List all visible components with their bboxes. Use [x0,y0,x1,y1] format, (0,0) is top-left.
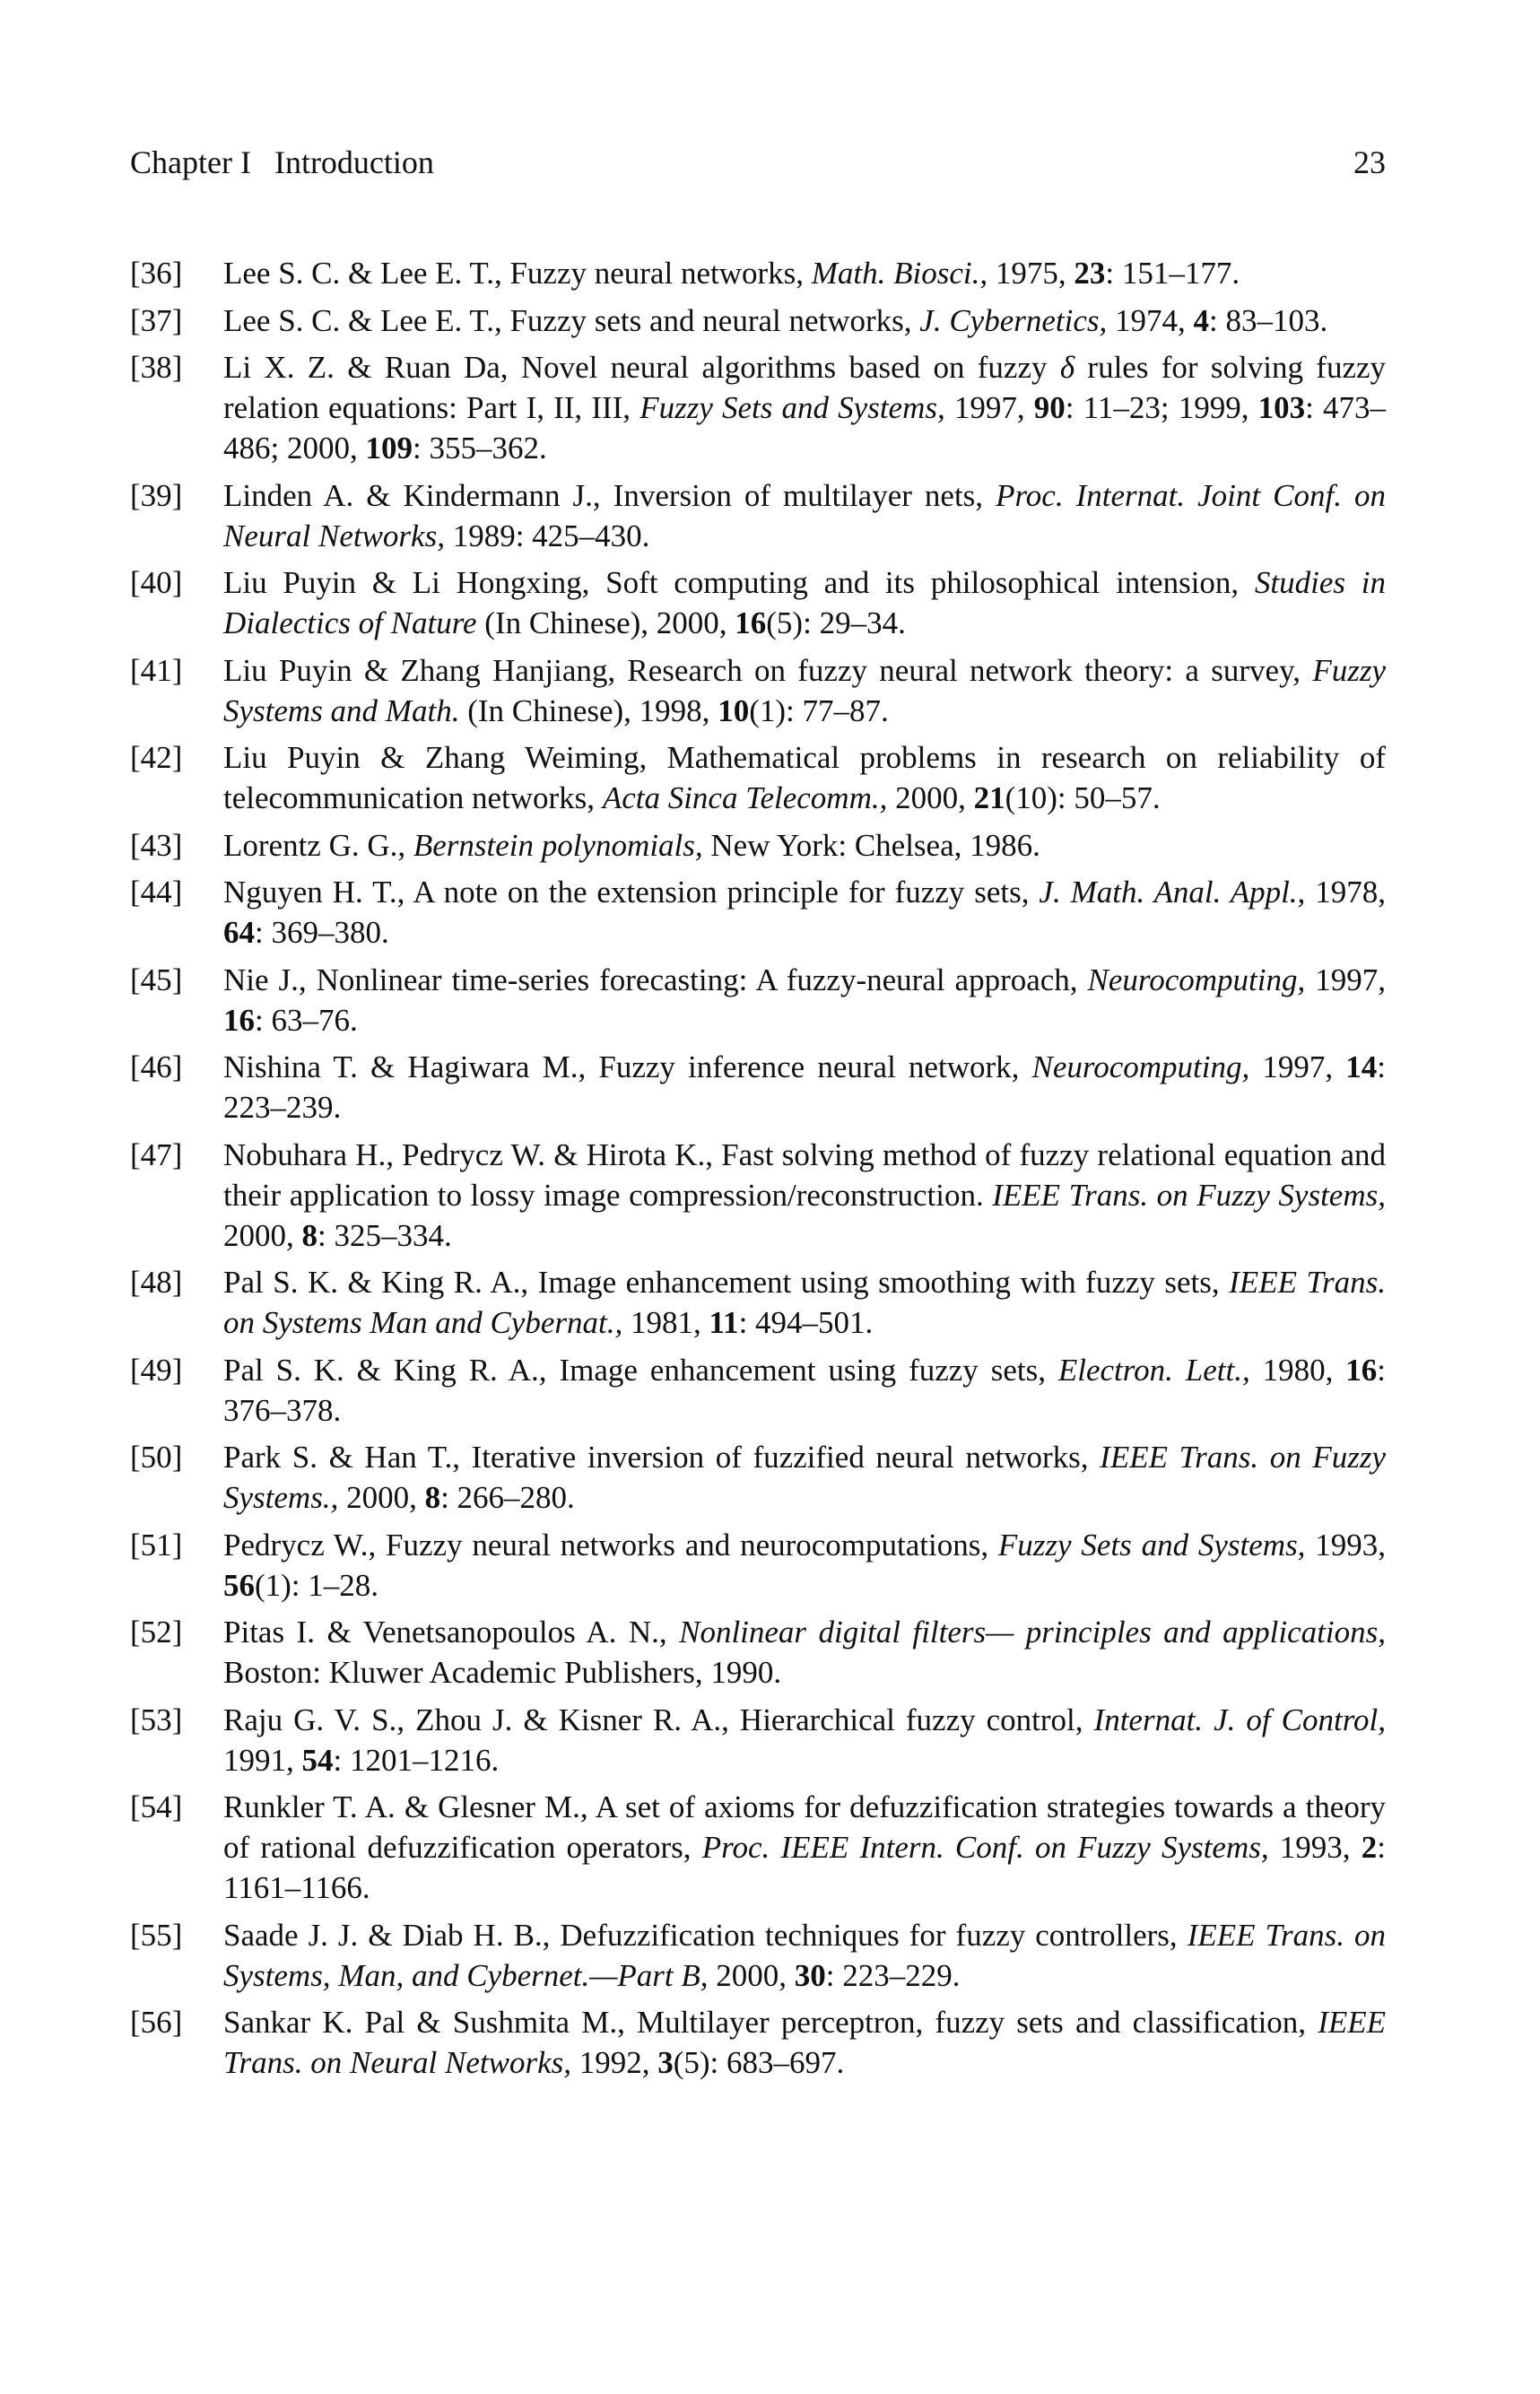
reference-italic-segment: Neurocomputing, [1031,1049,1250,1084]
reference-segment: : 473–486; 2000, [223,390,1386,466]
reference-volume: 3 [657,2045,674,2080]
reference-number: [45] [130,962,183,997]
reference-segment: (10): 50–57. [1005,780,1161,815]
reference-segment: : 376–378. [223,1352,1386,1428]
reference-volume: 64 [223,915,255,950]
reference-segment: : 223–239. [223,1049,1386,1125]
reference-number: [54] [130,1789,183,1824]
reference-segment: Nishina T. & Hagiwara M., Fuzzy inference neural network, [223,1049,1032,1084]
reference-segment: : 325–334. [318,1217,452,1253]
reference-segment: : 369–380. [255,915,389,950]
reference-item [130,650,1386,731]
reference-number: [40] [130,565,183,600]
reference-italic-segment: Studies in Dialectics of Nature [223,565,1386,640]
reference-segment: : 11–23; 1999, [1065,390,1258,425]
reference-segment: : 151–177. [1105,256,1240,291]
reference-volume: 14 [1345,1049,1378,1084]
reference-item [130,960,1386,1040]
reference-number: [43] [130,827,183,863]
reference-segment: 2000, [223,1217,302,1253]
reference-segment: (5): 29–34. [766,605,906,640]
reference-segment: Sankar K. Pal & Sushmita M., Multilayer perceptron, fuzzy sets and classification, [223,2005,1318,2040]
reference-segment: : 1201–1216. [333,1742,500,1778]
reference-text [223,1350,1386,1431]
reference-number: [36] [130,256,183,291]
reference-text [223,253,1386,293]
reference-item [130,1350,1386,1431]
reference-text [223,1047,1386,1127]
reference-volume: 54 [301,1742,334,1778]
reference-list [130,253,1386,2090]
reference-number: [39] [130,477,183,513]
reference-segment: (1): 77–87. [749,692,889,728]
reference-segment: Nobuhara H., Pedrycz W. & Hirota K., Fast solving method of fuzzy relational equation and their application to lossy image compression/reconstruction. [223,1136,1386,1213]
section-title: Introduction [274,144,434,180]
reference-number: [46] [130,1049,183,1084]
reference-volume: 2 [1361,1830,1378,1865]
reference-segment: 1997, [1305,962,1387,997]
reference-item [130,825,1386,866]
reference-italic-segment: Electron. Lett., [1057,1352,1250,1388]
reference-item [130,1612,1386,1693]
reference-segment: Linden A. & Kindermann J., Inversion of multilayer nets, [223,477,996,513]
reference-volume: 8 [424,1480,441,1515]
reference-text [223,737,1386,818]
reference-segment: Park S. & Han T., Iterative inversion of fuzzified neural networks, [223,1440,1101,1475]
reference-segment: Raju G. V. S., Zhou J. & Kisner R. A., Hierarchical fuzzy control, [223,1702,1094,1737]
page-header [130,144,1386,187]
reference-volume: 30 [794,1957,826,1993]
reference-number: [47] [130,1136,183,1172]
reference-segment: Boston: Kluwer Academic Publishers, 1990. [223,1655,782,1690]
reference-segment: Nie J., Nonlinear time-series forecasting: A fuzzy-neural approach, [223,962,1088,997]
reference-number: [50] [130,1440,183,1475]
reference-segment: Pitas I. & Venetsanopoulos A. N., [223,1615,680,1650]
reference-item [130,300,1386,341]
reference-number: [44] [130,875,183,910]
reference-item [130,475,1386,556]
reference-volume: 23 [1074,256,1106,291]
reference-italic-segment: IEEE Trans. on Neural Networks, [223,2005,1386,2080]
reference-number: [52] [130,1615,183,1650]
reference-item [130,2002,1386,2083]
reference-italic-segment: Proc. Internat. Joint Conf. on Neural Networks, [223,477,1386,553]
reference-volume: 90 [1033,390,1066,425]
reference-italic-segment: Proc. IEEE Intern. Conf. on Fuzzy Systems, [701,1830,1269,1865]
reference-text [223,1135,1386,1256]
reference-segment: 1993, [1268,1830,1362,1865]
reference-segment: (In Chinese), 1998, [459,692,718,728]
reference-text [223,1262,1386,1343]
reference-text [223,650,1386,731]
reference-segment: 1989: 425–430. [444,518,650,553]
reference-item [130,1262,1386,1343]
reference-text [223,872,1386,953]
reference-segment: (In Chinese), 2000, [476,605,735,640]
reference-text [223,562,1386,643]
reference-segment: 1978, [1305,875,1386,910]
reference-text [223,1915,1386,1996]
reference-volume: 16 [223,1002,255,1038]
reference-segment: Saade J. J. & Diab H. B., Defuzzification techniques for fuzzy controllers, [223,1917,1188,1953]
reference-item [130,1525,1386,1606]
reference-item [130,1437,1386,1518]
running-head [130,144,434,181]
reference-text [223,475,1386,556]
reference-volume: 21 [973,780,1005,815]
reference-segment: Pal S. K. & King R. A., Image enhancement using smoothing with fuzzy sets, [223,1265,1230,1300]
reference-number: [49] [130,1352,183,1388]
reference-item [130,737,1386,818]
reference-segment: 2000, [887,780,974,815]
reference-item [130,872,1386,953]
reference-number: [42] [130,740,183,775]
reference-italic-segment: Fuzzy Sets and Systems, [639,390,945,425]
reference-volume: 8 [301,1217,318,1253]
reference-italic-segment: Acta Sinca Telecomm., [602,780,888,815]
reference-text [223,300,1386,341]
reference-number: [51] [130,1527,183,1563]
reference-number: [53] [130,1702,183,1737]
reference-item [130,1047,1386,1127]
reference-segment: (1): 1–28. [255,1567,379,1603]
reference-segment: 2000, [708,1957,795,1993]
reference-segment: 1992, [570,2045,658,2080]
reference-segment: 1993, [1305,1527,1386,1563]
reference-italic-segment: IEEE Trans. on Systems, Man, and Cybernet.—Part B, [223,1917,1386,1993]
reference-italic-segment: Internat. J. of Control, [1093,1702,1386,1737]
reference-segment: Pal S. K. & King R. A., Image enhancement using fuzzy sets, [223,1352,1058,1388]
reference-segment: : 494–501. [738,1305,874,1340]
reference-segment: : 63–76. [255,1002,358,1038]
reference-italic-segment: IEEE Trans. on Fuzzy Systems., [223,1440,1386,1515]
reference-volume: 10 [718,692,750,728]
reference-italic-segment: IEEE Trans. on Fuzzy Systems, [992,1177,1386,1213]
reference-segment: New York: Chelsea, 1986. [702,827,1040,863]
reference-segment: Nguyen H. T., A note on the extension principle for fuzzy sets, [223,875,1040,910]
reference-segment: 1980, [1249,1352,1346,1388]
reference-text [223,1787,1386,1908]
reference-volume: 16 [1345,1352,1378,1388]
reference-text [223,960,1386,1040]
reference-segment: Lee S. C. & Lee E. T., Fuzzy sets and neural networks, [223,302,920,338]
reference-segment: (5): 683–697. [673,2045,845,2080]
reference-volume: 11 [709,1305,739,1340]
reference-text [223,347,1386,468]
reference-segment: Li X. Z. & Ruan Da, Novel neural algorithms based on fuzzy [223,350,1060,385]
reference-segment: Lorentz G. G., [223,827,413,863]
reference-text [223,825,1386,866]
reference-text [223,2002,1386,2083]
reference-item [130,1700,1386,1780]
reference-number: [48] [130,1265,183,1300]
reference-segment: Pedrycz W., Fuzzy neural networks and neurocomputations, [223,1527,998,1563]
reference-italic-segment: Bernstein polynomials, [413,827,703,863]
reference-volume: 103 [1257,390,1306,425]
reference-number: [37] [130,302,183,338]
page-number: 23 [1353,144,1386,180]
reference-italic-segment: Fuzzy Systems and Math. [223,652,1386,728]
reference-number: [38] [130,350,183,385]
reference-number: [56] [130,2005,183,2040]
reference-segment: 1975, [988,256,1075,291]
reference-item [130,1915,1386,1996]
reference-segment: : 266–280. [440,1480,575,1515]
reference-text [223,1437,1386,1518]
reference-volume: 4 [1193,302,1210,338]
reference-number: [41] [130,652,183,688]
reference-volume: 56 [223,1567,255,1603]
reference-text [223,1612,1386,1693]
reference-item [130,1135,1386,1256]
reference-segment: 1991, [223,1742,302,1778]
reference-item [130,562,1386,643]
reference-segment: 1981, [622,1305,709,1340]
reference-segment: Liu Puyin & Zhang Weiming, Mathematical problems in research on reliability of telecommunication networks, [223,740,1386,815]
reference-italic-segment: J. Math. Anal. Appl., [1039,875,1306,910]
reference-italic-segment: Fuzzy Sets and Systems, [997,1527,1306,1563]
chapter-label: Chapter I [130,144,251,180]
reference-number: [55] [130,1917,183,1953]
reference-text [223,1700,1386,1780]
reference-segment: : 83–103. [1209,302,1328,338]
reference-segment: 1997, [944,390,1034,425]
reference-italic-segment: IEEE Trans. on Systems Man and Cybernat., [223,1265,1386,1340]
reference-italic-segment: Neurocomputing, [1087,962,1306,997]
reference-segment: Runkler T. A. & Glesner M., A set of axioms for defuzzification strategies towards a theory of rational defuzzification operators, [223,1789,1386,1865]
reference-text [223,1525,1386,1606]
reference-italic-segment: Nonlinear digital filters— principles and applications, [679,1615,1386,1650]
reference-segment: : 355–362. [412,431,547,466]
reference-item [130,347,1386,468]
reference-segment: Liu Puyin & Zhang Hanjiang, Research on fuzzy neural network theory: a survey, [223,652,1313,688]
reference-segment: 2000, [338,1480,425,1515]
reference-segment: Lee S. C. & Lee E. T., Fuzzy neural networks, [223,256,812,291]
reference-volume: 109 [365,431,413,466]
reference-italic-segment: δ [1059,350,1075,385]
reference-segment: Liu Puyin & Li Hongxing, Soft computing and its philosophical intension, [223,565,1255,600]
reference-segment: rules for solving fuzzy relation equations: Part I, II, III, [223,350,1387,425]
reference-italic-segment: J. Cybernetics, [919,302,1108,338]
reference-item [130,253,1386,293]
reference-segment: : 1161–1166. [223,1830,1386,1905]
reference-italic-segment: Math. Biosci., [811,256,988,291]
reference-segment: 1997, [1249,1049,1346,1084]
reference-segment: : 223–229. [825,1957,961,1993]
reference-volume: 16 [735,605,767,640]
reference-segment: 1974, [1107,302,1194,338]
reference-item [130,1787,1386,1908]
